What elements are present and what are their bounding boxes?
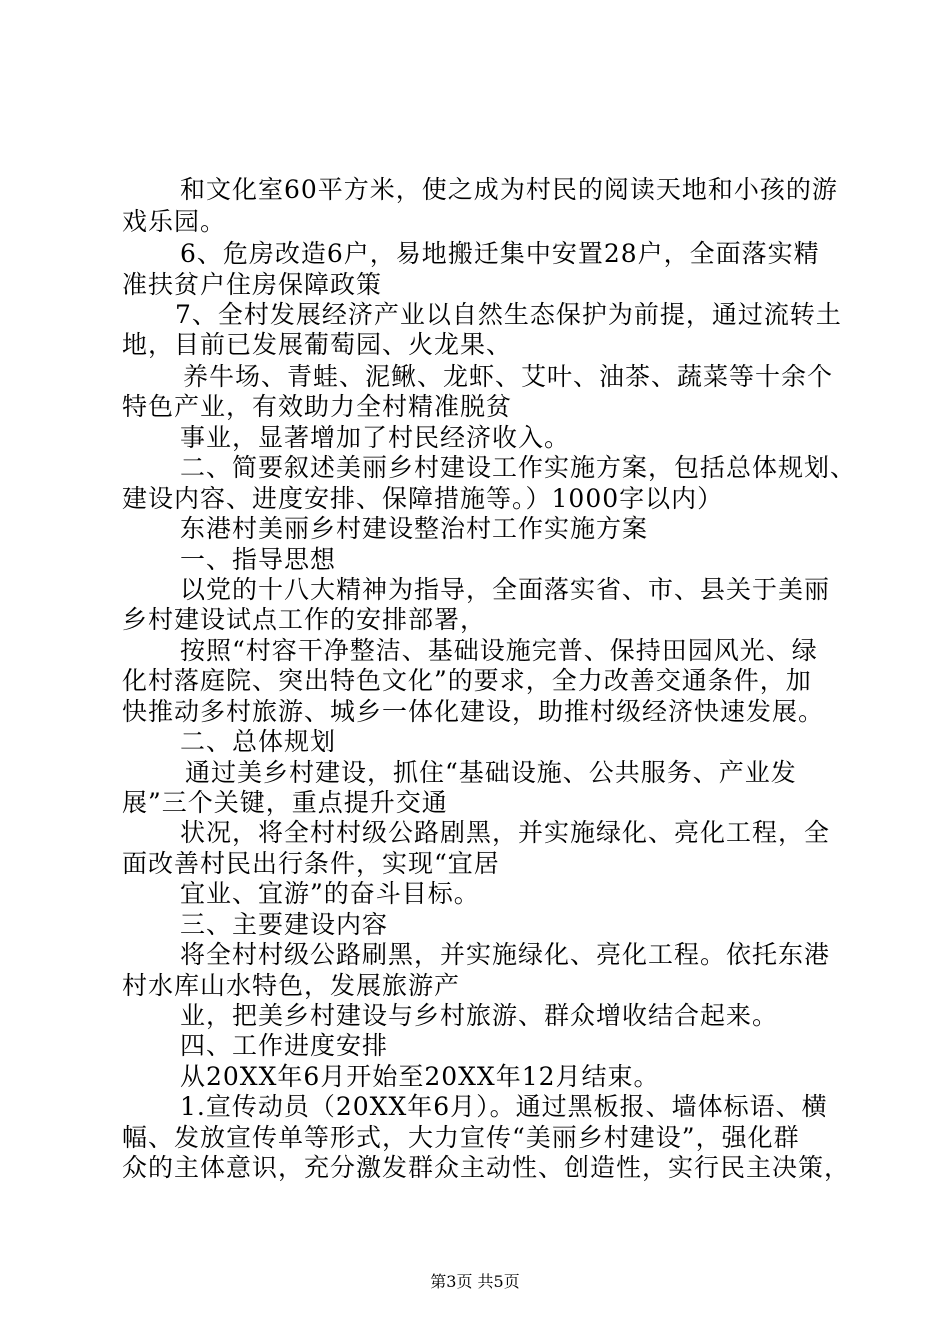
text-line: 众的主体意识，充分激发群众主动性、创造性，实行民主决策， bbox=[122, 1153, 851, 1182]
text-line: 准扶贫户住房保障政策 bbox=[122, 270, 383, 299]
text-line: 事业，显著增加了村民经济收入。 bbox=[180, 423, 571, 452]
text-line: 地，目前已发展葡萄园、火龙果、 bbox=[122, 330, 513, 359]
text-line: 宜业、宜游”的奋斗目标。 bbox=[180, 879, 480, 908]
text-line: 状况，将全村村级公路剧黑，并实施绿化、亮化工程，全 bbox=[180, 818, 831, 847]
text-line: 6、危房改造6户，易地搬迁集中安置28户，全面落实精 bbox=[180, 239, 820, 268]
text-line: 幅、发放宣传单等形式，大力宣传“美丽乡村建设”，强化群 bbox=[122, 1123, 800, 1152]
text-line: 化村落庭院、突出特色文化”的要求，全力改善交通条件，加 bbox=[122, 666, 812, 695]
text-line: 村水库山水特色，发展旅游产 bbox=[122, 971, 461, 1000]
text-line: 戏乐园。 bbox=[122, 207, 227, 236]
section-heading: 二、简要叙述美丽乡村建设工作实施方案，包括总体规划、 bbox=[180, 453, 857, 482]
text-line: 以党的十八大精神为指导，全面落实省、市、县关于美丽 bbox=[180, 575, 831, 604]
text-line: 将全村村级公路刷黑，并实施绿化、亮化工程。依托东港 bbox=[180, 940, 831, 969]
text-line: 通过美乡村建设，抓住“基础设施、公共服务、产业发 bbox=[185, 758, 797, 787]
section-heading: 二、总体规划 bbox=[180, 727, 337, 756]
section-heading: 四、工作进度安排 bbox=[180, 1031, 389, 1060]
section-heading: 一、指导思想 bbox=[180, 545, 337, 574]
text-line: 展”三个关键，重点提升交通 bbox=[122, 788, 448, 817]
text-line: 按照“村容干净整洁、基础设施完普、保持田园风光、绿 bbox=[180, 636, 818, 665]
text-line: 养牛场、青蛙、泥鳅、龙虾、艾叶、油茶、蔬菜等十余个 bbox=[183, 362, 834, 391]
text-line: 面改善村民出行条件，实现“宜居 bbox=[122, 849, 500, 878]
text-line: 1.宣传动员（20XX年6月）。通过黑板报、墙体标语、横 bbox=[180, 1092, 828, 1121]
page-number-footer: 第3页 共5页 bbox=[430, 1272, 520, 1291]
text-line: 和文化室60平方米，使之成为村民的阅读天地和小孩的游 bbox=[180, 175, 838, 204]
text-line: 建设内容、进度安排、保障措施等。）1000字以内） bbox=[122, 484, 724, 513]
text-line: 乡村建设试点工作的安排部署， bbox=[122, 605, 487, 634]
text-line: 业，把美乡村建设与乡村旅游、群众增收结合起来。 bbox=[180, 1001, 779, 1030]
text-line: 特色产业，有效助力全村精准脱贫 bbox=[122, 392, 513, 421]
document-title: 东港村美丽乡村建设整治村工作实施方案 bbox=[180, 514, 649, 543]
text-line: 7、全村发展经济产业以自然生态保护为前提，通过流转土 bbox=[175, 300, 842, 329]
section-heading: 三、主要建设内容 bbox=[180, 910, 389, 939]
text-line: 快推动多村旅游、城乡一体化建设，助推村级经济快速发展。 bbox=[122, 697, 825, 726]
text-line: 从20XX年6月开始至20XX年12月结束。 bbox=[180, 1062, 660, 1091]
